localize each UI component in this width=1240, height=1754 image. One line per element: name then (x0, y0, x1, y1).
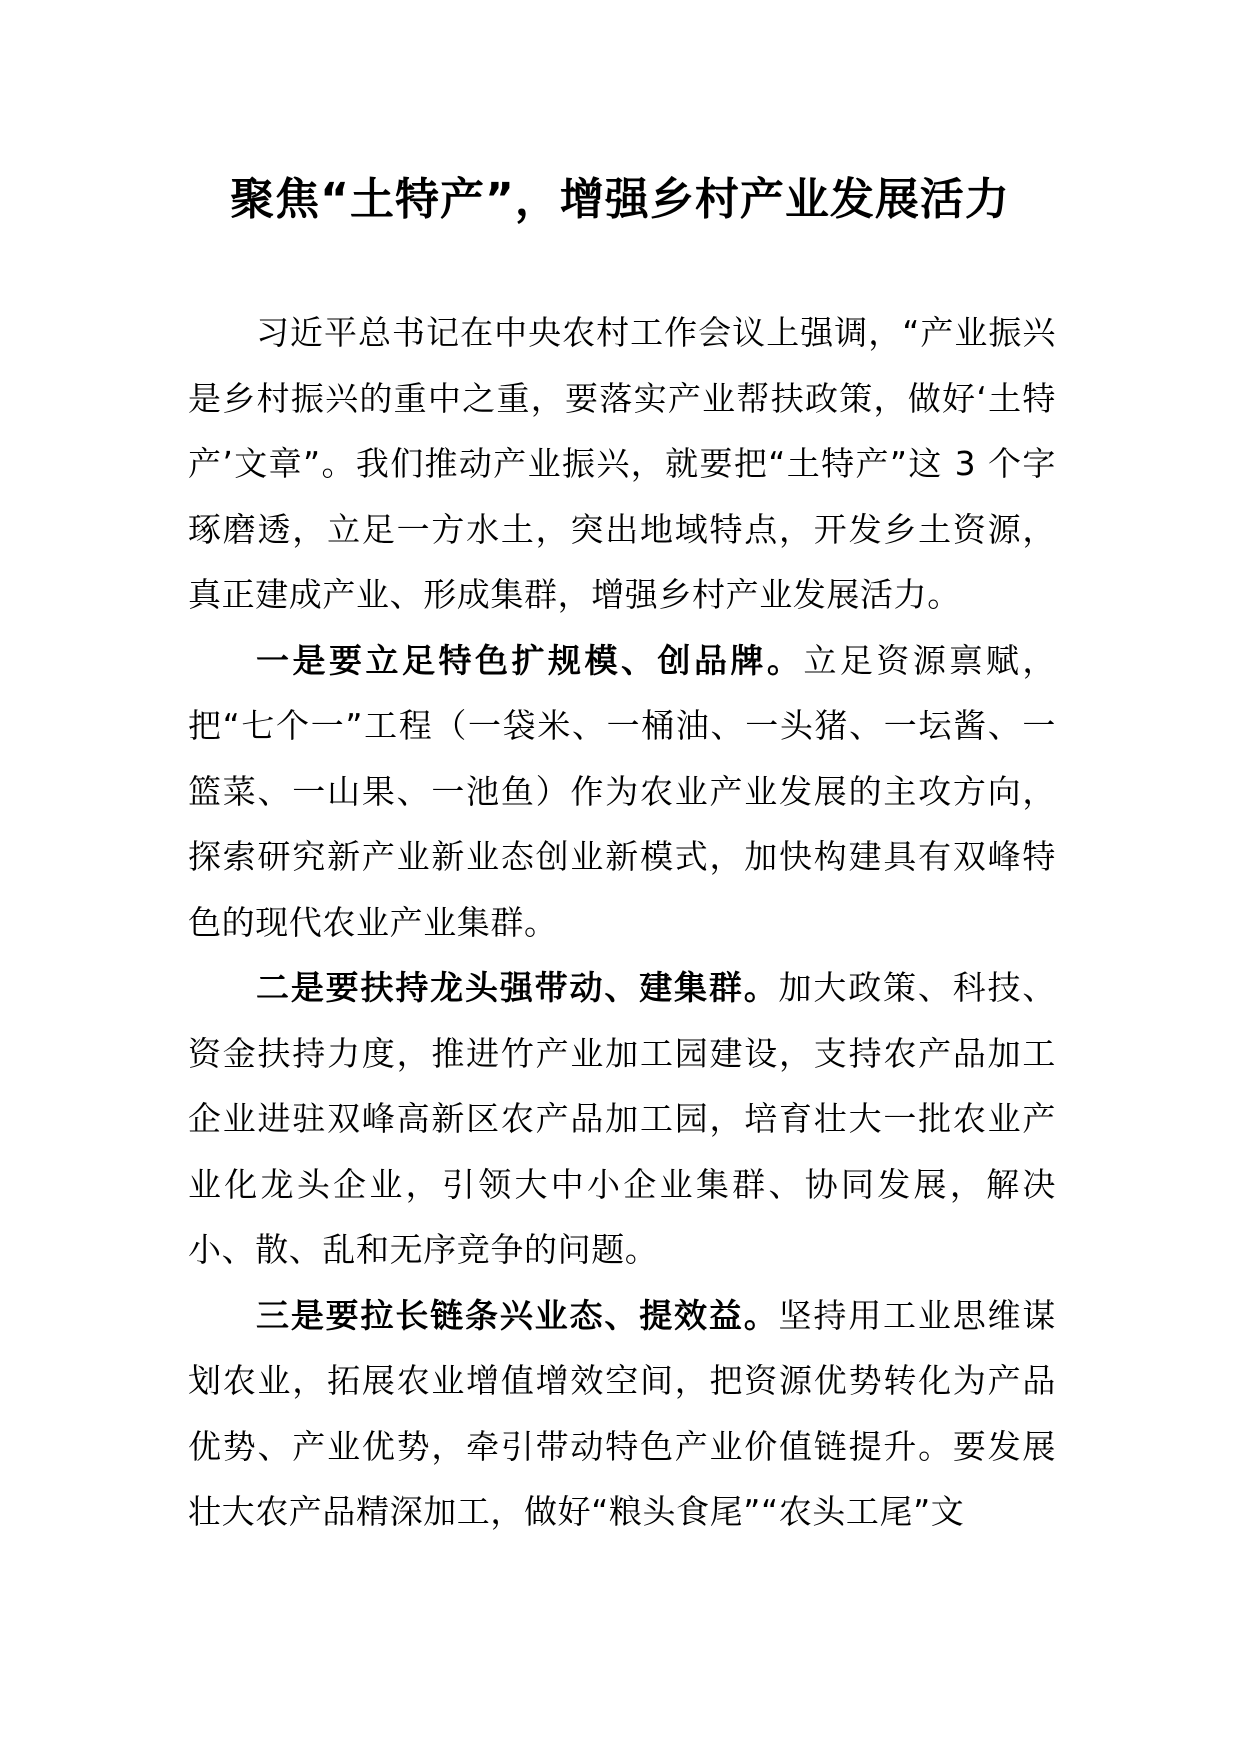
paragraph-text: 坚持用工业思维谋划农业，拓展农业增值增效空间，把资源优势转化为产品优势、产业优势，牵引带动特色产业价值链提升。要发展壮大农产品精深加工，做好“粮头食尾”“农头工尾”文 (188, 1295, 1056, 1531)
paragraph-lead: 一是要立足特色扩规模、创品牌。 (256, 640, 804, 680)
paragraph-point-1 (188, 628, 1056, 956)
paragraph-text: 加大政策、科技、资金扶持力度，推进竹产业加工园建设，支持农产品加工企业进驻双峰高新区农产品加工园，培育壮大一批农业产业化龙头企业，引领大中小企业集群、协同发展，解决小、散、乱和无序竞争的问题。 (188, 968, 1056, 1269)
document-title: 聚焦“土特产”，增强乡村产业发展活力 (230, 174, 1010, 225)
paragraph-lead: 二是要扶持龙头强带动、建集群。 (256, 968, 779, 1007)
paragraph-intro (188, 300, 1056, 628)
paragraph-text: 习近平总书记在中央农村工作会议上强调，“产业振兴是乡村振兴的重中之重，要落实产业帮扶政策，做好‘土特产’文章”。我们推动产业振兴，就要把“土特产”这 3 个字琢磨透，立足一方水土，突出地域特点，开发乡土资源，真正建成产业、形成集群，增强乡村产业发展活力。 (188, 313, 1056, 614)
paragraph-point-3 (188, 1283, 1056, 1545)
document-body (188, 300, 1056, 1545)
paragraph-lead: 三是要拉长链条兴业态、提效益。 (256, 1295, 779, 1335)
paragraph-text: 立足资源禀赋，把“七个一”工程（一袋米、一桶油、一头猪、一坛酱、一篮菜、一山果、一池鱼）作为农业产业发展的主攻方向，探索研究新产业新业态创业新模式，加快构建具有双峰特色的现代农业产业集群。 (188, 640, 1057, 942)
paragraph-point-2 (188, 955, 1056, 1283)
